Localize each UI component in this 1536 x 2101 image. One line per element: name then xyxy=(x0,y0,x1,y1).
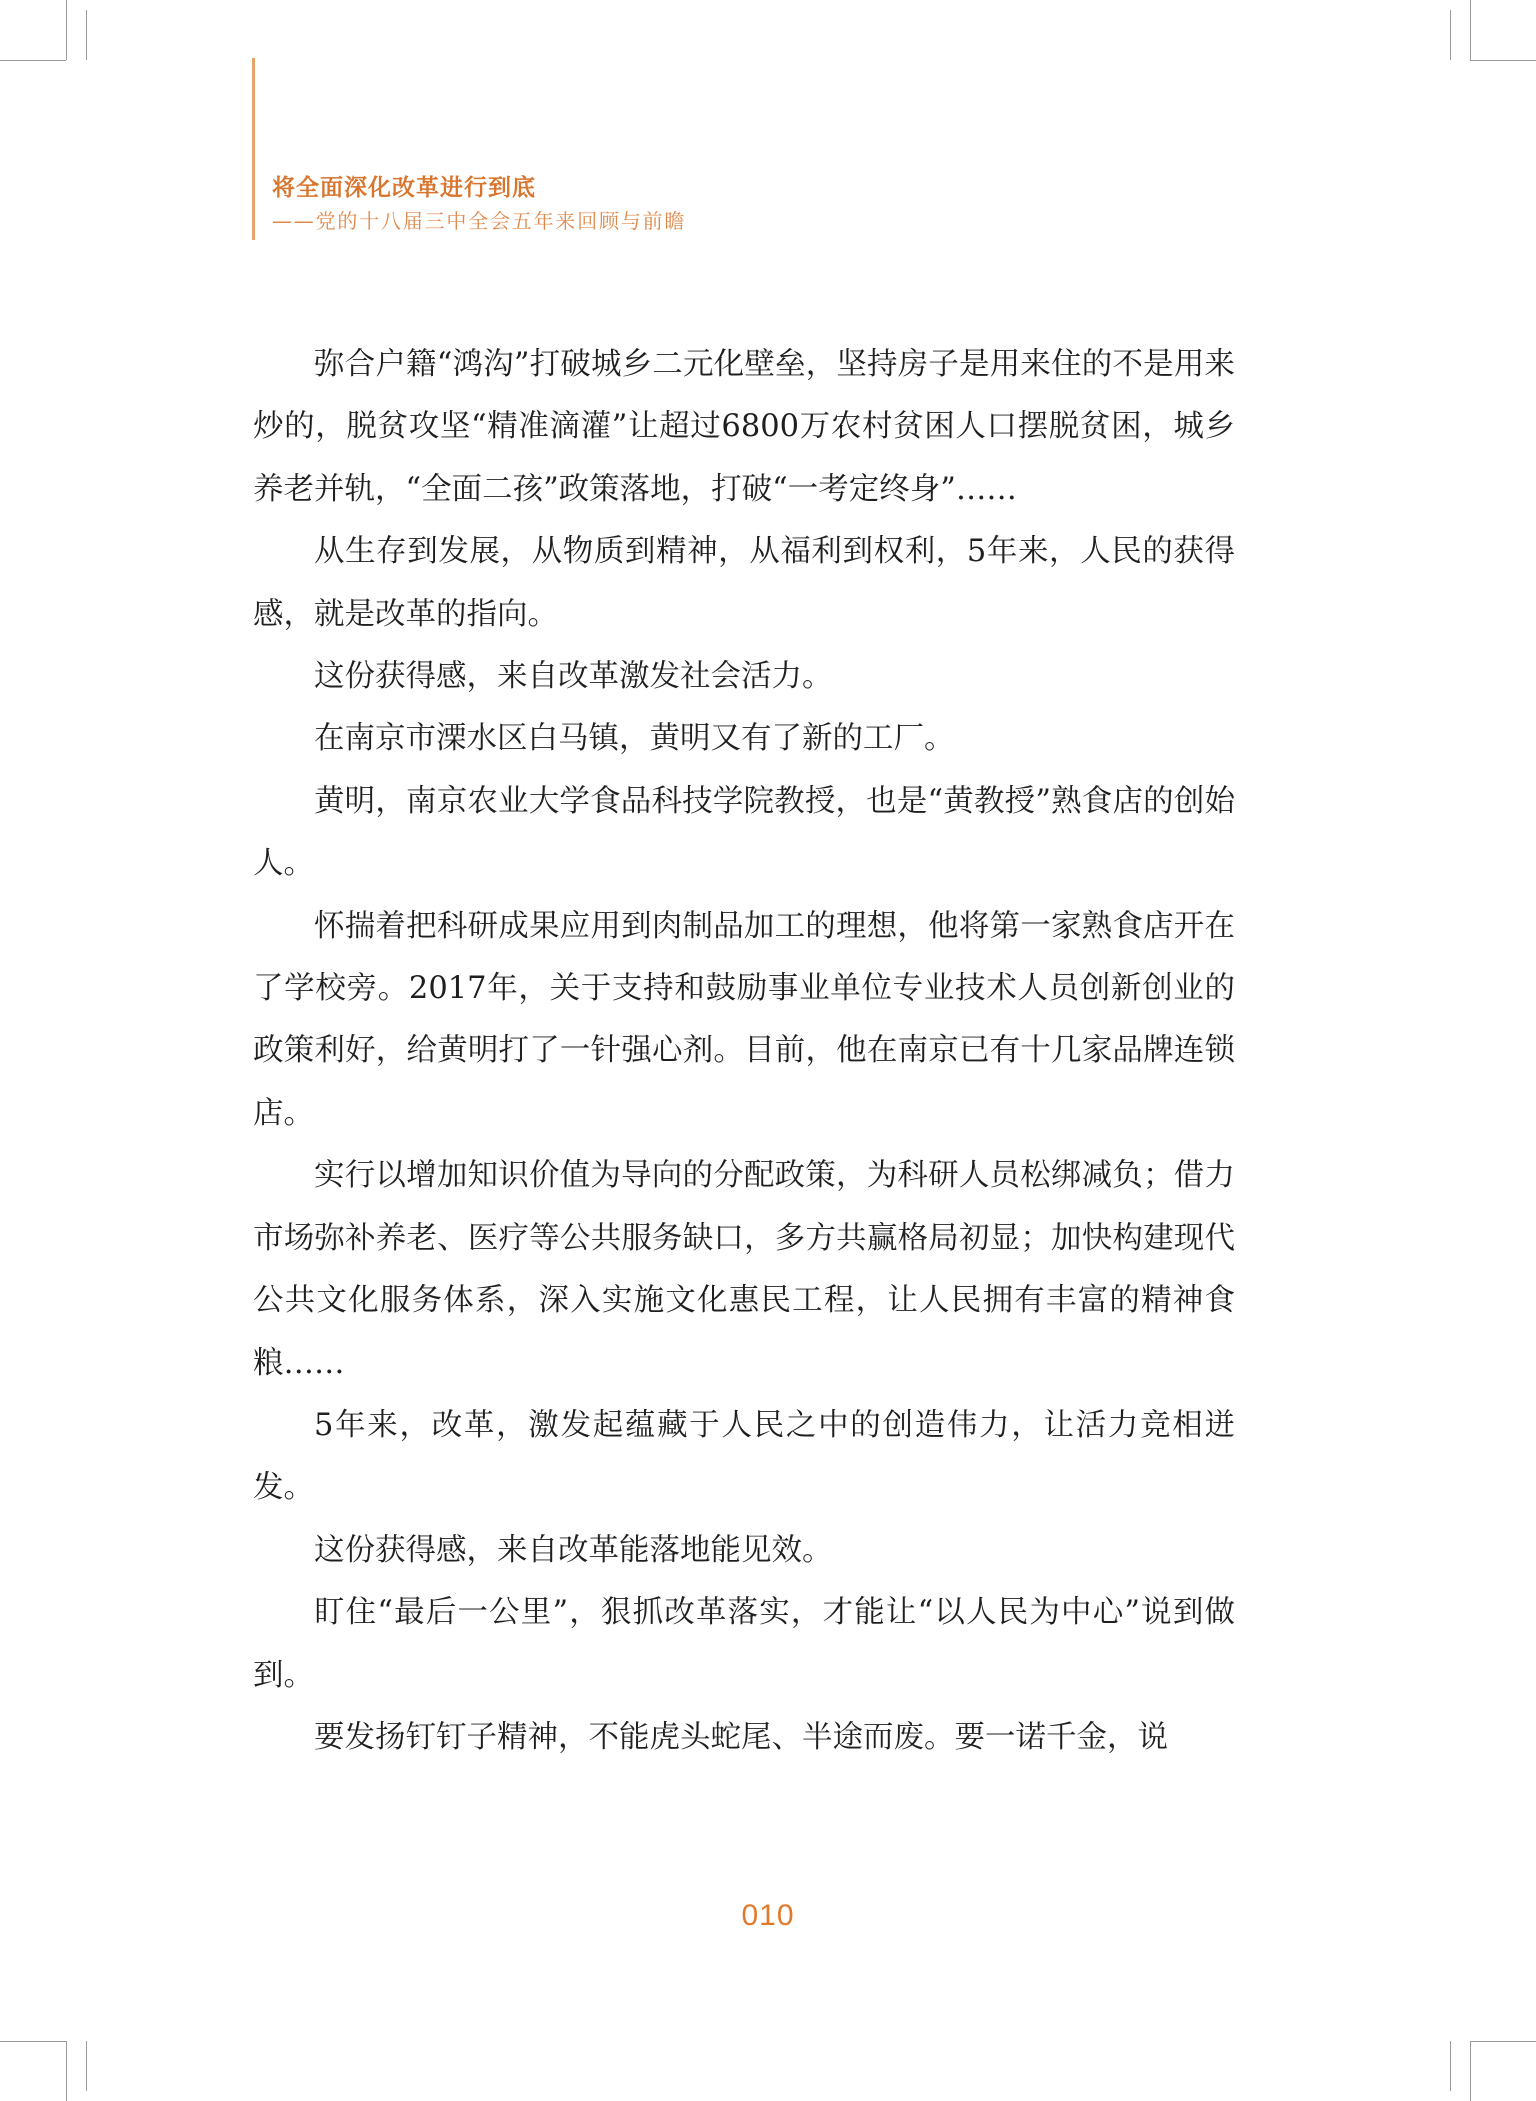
paragraph: 弥合户籍“鸿沟”打破城乡二元化壁垒，坚持房子是用来住的不是用来炒的，脱贫攻坚“精准滴灌”让超过6800万农村贫困人口摆脱贫困，城乡养老并轨，“全面二孩”政策落地，打破“一考定终身”…… xyxy=(253,347,1235,507)
crop-mark-bottom-left-vertical-inner xyxy=(86,2041,87,2091)
running-head-subtitle: ——党的十八届三中全会五年来回顾与前瞻 xyxy=(272,209,687,233)
crop-mark-bottom-left-horizontal xyxy=(0,2041,66,2042)
paragraph: 黄明，南京农业大学食品科技学院教授，也是“黄教授”熟食店的创始人。 xyxy=(253,783,1235,882)
paragraph: 这份获得感，来自改革能落地能见效。 xyxy=(314,1532,833,1568)
crop-mark-top-right-horizontal xyxy=(1470,60,1536,61)
crop-mark-bottom-right-vertical-outer xyxy=(1470,2041,1471,2101)
crop-mark-top-left-horizontal xyxy=(0,60,66,61)
crop-mark-top-right-vertical-inner xyxy=(1450,10,1451,60)
crop-mark-bottom-right-horizontal xyxy=(1470,2041,1536,2042)
crop-mark-top-right-vertical-outer xyxy=(1470,0,1471,60)
paragraph: 在南京市溧水区白马镇，黄明又有了新的工厂。 xyxy=(314,721,955,757)
page-number: 010 xyxy=(741,1899,795,1932)
crop-mark-bottom-left-vertical-outer xyxy=(66,2041,67,2101)
paragraph: 盯住“最后一公里”，狠抓改革落实，才能让“以人民为中心”说到做到。 xyxy=(253,1595,1235,1693)
paragraph: 要发扬钉钉子精神，不能虎头蛇尾、半途而废。要一诺千金，说 xyxy=(314,1719,1168,1755)
paragraph: 怀揣着把科研成果应用到肉制品加工的理想，他将第一家熟食店开在了学校旁。2017年，关于支持和鼓励事业单位专业技术人员创新创业的政策利好，给黄明打了一针强心剂。目前，他在南京已有十几家品牌连锁店。 xyxy=(253,908,1235,1131)
paragraph: 从生存到发展，从物质到精神，从福利到权利，5年来，人民的获得感，就是改革的指向。 xyxy=(253,534,1235,632)
running-head-title: 将全面深化改革进行到底 xyxy=(272,175,536,201)
paragraph: 这份获得感，来自改革激发社会活力。 xyxy=(314,659,833,695)
paragraph: 实行以增加知识价值为导向的分配政策，为科研人员松绑减负；借力市场弥补养老、医疗等公共服务缺口，多方共赢格局初显；加快构建现代公共文化服务体系，深入实施文化惠民工程，让人民拥有丰富的精神食粮…… xyxy=(253,1158,1235,1381)
crop-mark-top-left-vertical-outer xyxy=(66,0,67,60)
paragraph: 5年来，改革，激发起蕴藏于人民之中的创造伟力，让活力竞相迸发。 xyxy=(253,1407,1235,1506)
running-head xyxy=(272,172,686,238)
body-text xyxy=(253,334,1235,1769)
crop-mark-top-left-vertical-inner xyxy=(86,10,87,60)
running-head-rule xyxy=(252,58,255,240)
crop-mark-bottom-right-vertical-inner xyxy=(1450,2041,1451,2091)
